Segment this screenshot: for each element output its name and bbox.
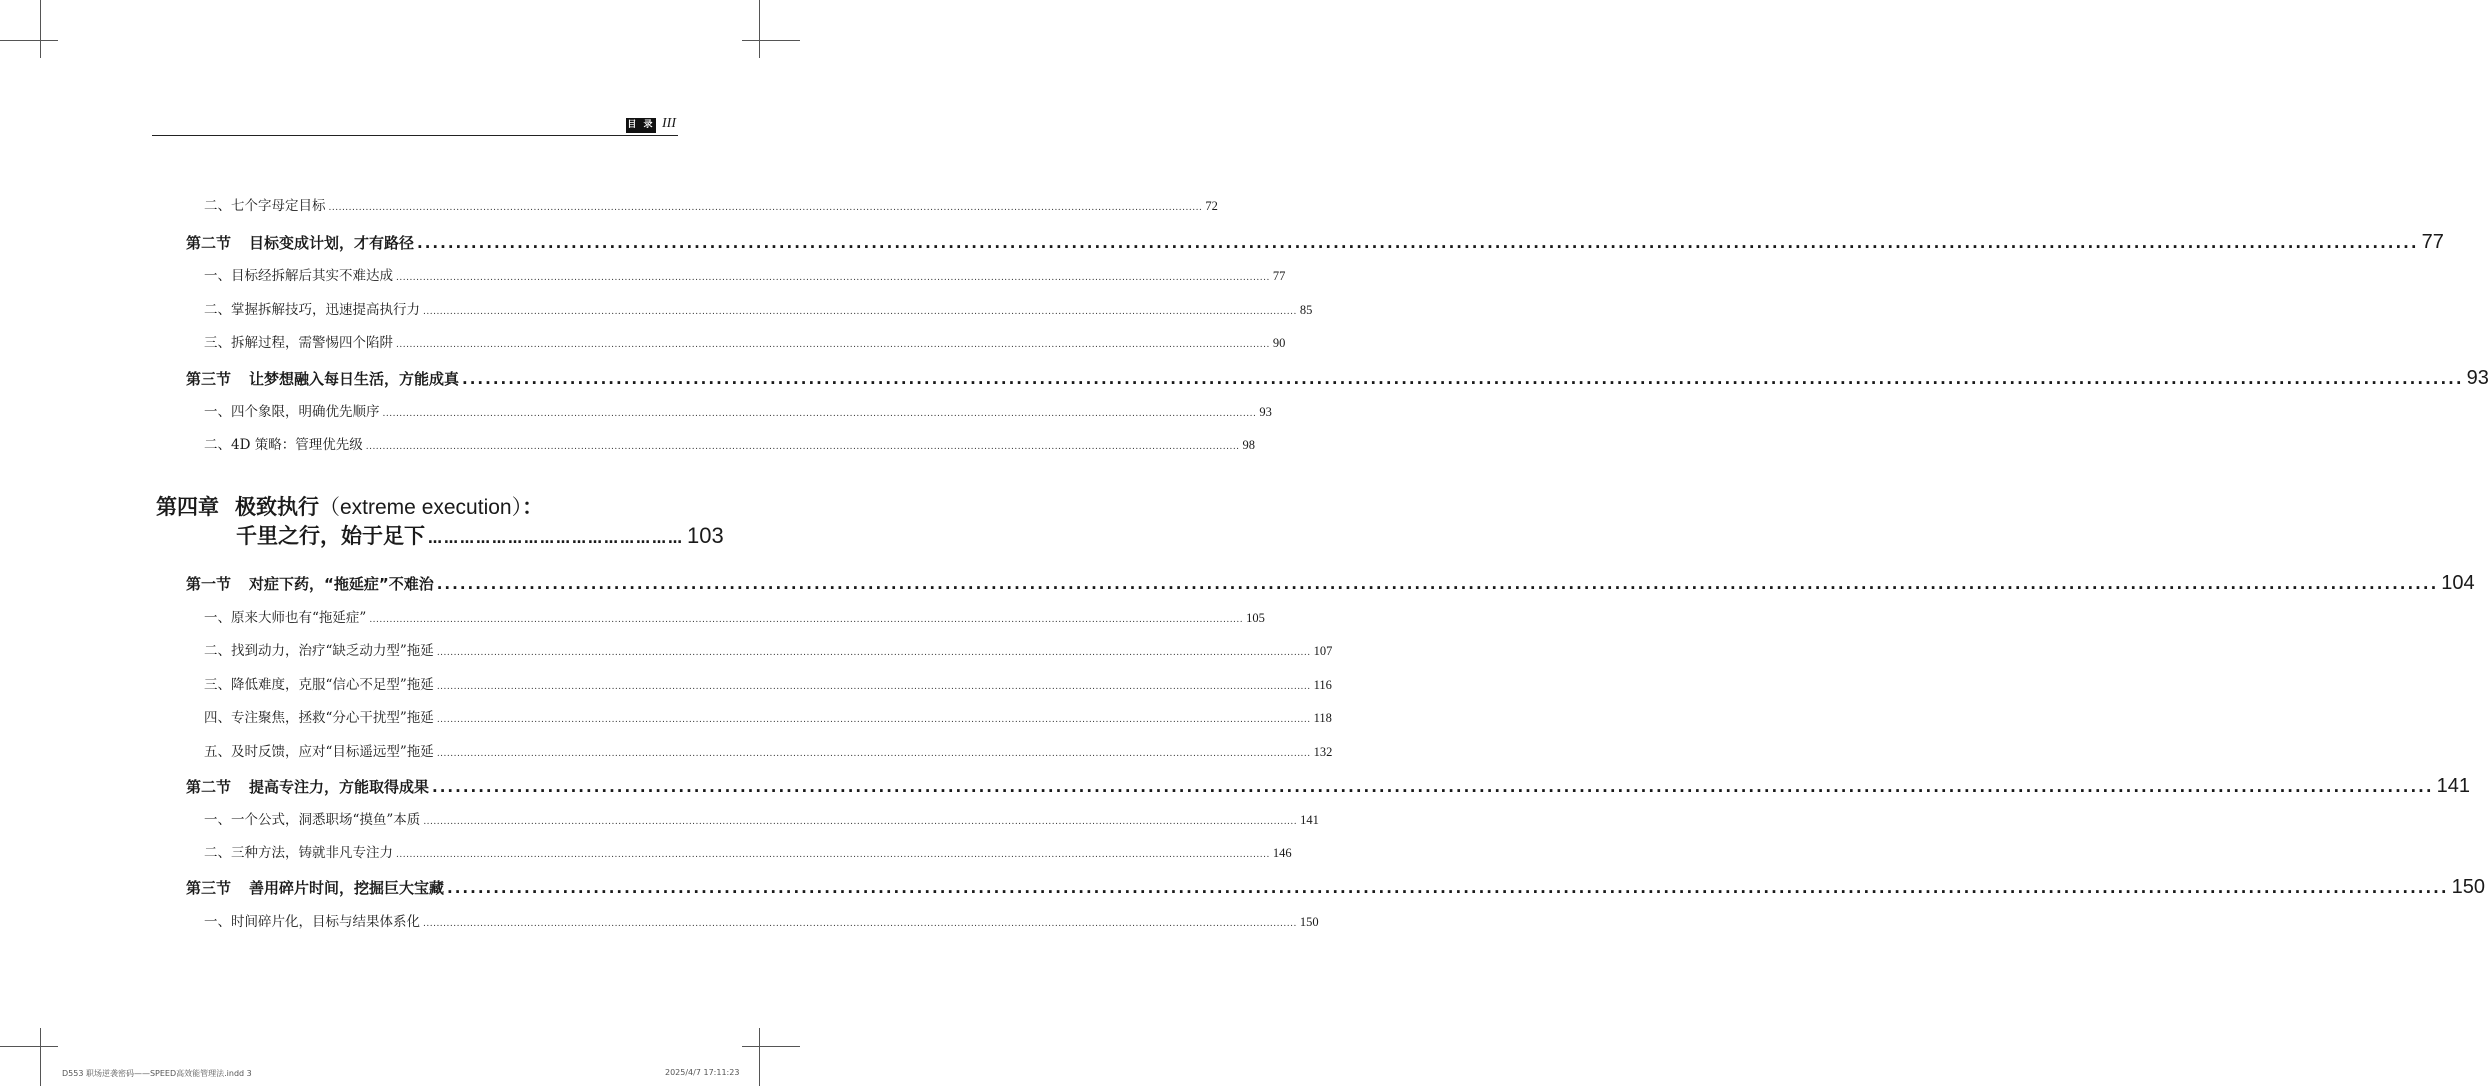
toc-item[interactable] [204, 841, 1292, 861]
crop-mark [40, 1028, 41, 1086]
entry-page: 150 [1299, 915, 1319, 929]
entry-page: 116 [1313, 678, 1332, 692]
crop-mark [759, 0, 760, 58]
toc-section[interactable] [186, 367, 2489, 390]
toc-section[interactable] [186, 876, 2485, 899]
toc-item[interactable] [204, 910, 1319, 930]
entry-page: 132 [1313, 745, 1333, 759]
section-number: 第一节 [186, 575, 232, 593]
dot-leader: .................................................................................................................................................................................................................................................................... [462, 370, 2464, 388]
toc-item[interactable] [204, 400, 1272, 420]
entry-page: 93 [1259, 405, 1272, 419]
entry-title: 一、一个公式，洞悉职场“摸鱼”本质 [204, 812, 421, 828]
chapter-title[interactable] [156, 491, 543, 521]
entry-title: 二、七个字母定目标 [204, 198, 326, 214]
dot-leader: .................................................................................................................................................................................................................................................................... [396, 340, 1270, 350]
dot-leader: .................................................................................................................................................................................................................................................................... [436, 682, 1311, 692]
crop-mark [742, 1046, 800, 1047]
entry-title: 二、4D 策略：管理优先级 [204, 437, 363, 453]
entry-page: 146 [1272, 846, 1292, 860]
entry-title: 一、原来大师也有“拖延症” [204, 610, 367, 626]
dot-leader: .................................................................................................................................................................................................................................................................... [423, 919, 1297, 929]
entry-title: 一、四个象限，明确优先顺序 [204, 404, 380, 420]
crop-mark [0, 40, 58, 41]
entry-title: 对症下药，“拖延症”不难治 [249, 575, 434, 593]
dot-leader: .................................................................................................................................................................................................................................................................... [436, 715, 1311, 725]
dot-leader: .................................................................................................................................................................................................................................................................... [423, 307, 1297, 317]
entry-title: 三、拆解过程，需警惕四个陷阱 [204, 335, 393, 351]
entry-page: 77 [2421, 231, 2444, 253]
entry-page: 104 [2441, 572, 2475, 594]
dot-leader: .................................................................................................................................................................................................................................................................... [396, 850, 1270, 860]
toc-item[interactable] [204, 298, 1313, 318]
toc-item[interactable] [204, 331, 1286, 351]
dot-leader: .................................................................................................................................................................................................................................................................... [369, 615, 1244, 625]
entry-page: 150 [2451, 876, 2485, 898]
entry-title: 一、目标经拆解后其实不难达成 [204, 268, 393, 284]
dot-leader: .................................................................................................................................................................................................................................................................... [396, 273, 1270, 283]
section-number: 第二节 [186, 234, 232, 252]
toc-section[interactable] [186, 775, 2470, 798]
dot-leader: .................................................................................................................................................................................................................................................................... [365, 442, 1240, 452]
dot-leader: .................................................................................................................................................................................................................................................................... [382, 409, 1257, 419]
chapter-english: （extreme execution） [319, 496, 523, 519]
chapter-name: 极致执行 [235, 495, 319, 519]
chapter-colon: ： [522, 495, 544, 519]
toc-item[interactable] [204, 673, 1332, 693]
entry-title: 五、及时反馈，应对“目标遥远型”拖延 [204, 744, 434, 760]
entry-title: 二、三种方法，铸就非凡专注力 [204, 845, 393, 861]
entry-title: 三、降低难度，克服“信心不足型”拖延 [204, 677, 434, 693]
chapter-subtitle: 千里之行，始于足下 [236, 524, 425, 548]
toc-item[interactable] [204, 433, 1256, 453]
header-rule [152, 135, 678, 136]
toc-section[interactable] [186, 572, 2475, 595]
entry-title: 二、掌握拆解技巧，迅速提高执行力 [204, 302, 420, 318]
dot-leader: .................................................................................................................................................................................................................................................................... [436, 648, 1311, 658]
toc-item[interactable] [204, 606, 1265, 626]
entry-page: 93 [2466, 367, 2489, 389]
print-slug: D553 职场逆袭密码——SPEED高效能管理法.indd 3 [62, 1069, 252, 1078]
toc-item[interactable] [204, 808, 1319, 828]
running-head [152, 118, 678, 136]
dot-leader: .................................................................................................................................................................................................................................................................... [328, 203, 1203, 213]
dot-leader: .................................................................................................................................................................................................................................................................... [436, 749, 1311, 759]
chapter-number: 第四章 [156, 495, 219, 519]
entry-page: 72 [1205, 199, 1218, 213]
entry-page: 90 [1272, 336, 1286, 350]
toc-item[interactable] [204, 639, 1333, 659]
entry-title: 二、找到动力，治疗“缺乏动力型”拖延 [204, 643, 434, 659]
section-number: 第三节 [186, 879, 232, 897]
entry-title: 四、专注聚焦，拯救“分心干扰型”拖延 [204, 710, 434, 726]
entry-page: 77 [1272, 269, 1286, 283]
print-timestamp: 2025/4/7 17:11:23 [665, 1068, 740, 1077]
chapter-page: 103 [687, 523, 724, 548]
crop-mark [759, 1028, 760, 1086]
section-number: 第三节 [186, 370, 232, 388]
crop-mark [0, 1046, 58, 1047]
dot-leader: .................................................................................................................................................................................................................................................................... [423, 817, 1298, 827]
entry-page: 141 [2436, 775, 2470, 797]
section-number: 第二节 [186, 778, 232, 796]
dot-leader: .................................................................................................................................................................................................................................................................... [436, 575, 2439, 593]
entry-title: 善用碎片时间，挖掘巨大宝藏 [249, 879, 445, 897]
entry-title: 提高专注力，方能取得成果 [249, 778, 430, 796]
toc-section[interactable] [186, 231, 2444, 254]
chapter-subtitle-row[interactable] [236, 520, 724, 550]
crop-mark [742, 40, 800, 41]
crop-mark [40, 0, 41, 58]
toc-badge: 目 录 [626, 118, 656, 133]
toc-item[interactable] [204, 706, 1332, 726]
entry-page: 141 [1300, 813, 1319, 827]
page-number: III [662, 116, 676, 131]
toc-item[interactable] [204, 194, 1218, 214]
toc-item[interactable] [204, 740, 1333, 760]
entry-page: 118 [1313, 711, 1332, 725]
dot-leader: .................................................................................................................................................................................................................................................................... [432, 778, 2434, 796]
entry-page: 107 [1313, 644, 1333, 658]
entry-title: 一、时间碎片化，目标与结果体系化 [204, 914, 420, 930]
dot-leader: .................................................................................................................................................................................................................................................................... [417, 234, 2419, 252]
toc-item[interactable] [204, 264, 1286, 284]
entry-title: 目标变成计划，才有路径 [249, 234, 415, 252]
entry-page: 85 [1299, 303, 1313, 317]
dot-leader: .................................................................................................................................................................................................................................................................... [447, 879, 2449, 897]
entry-title: 让梦想融入每日生活，方能成真 [249, 370, 460, 388]
dot-leader: ………………………………………… [428, 531, 684, 547]
entry-page: 105 [1246, 611, 1265, 625]
entry-page: 98 [1242, 438, 1256, 452]
